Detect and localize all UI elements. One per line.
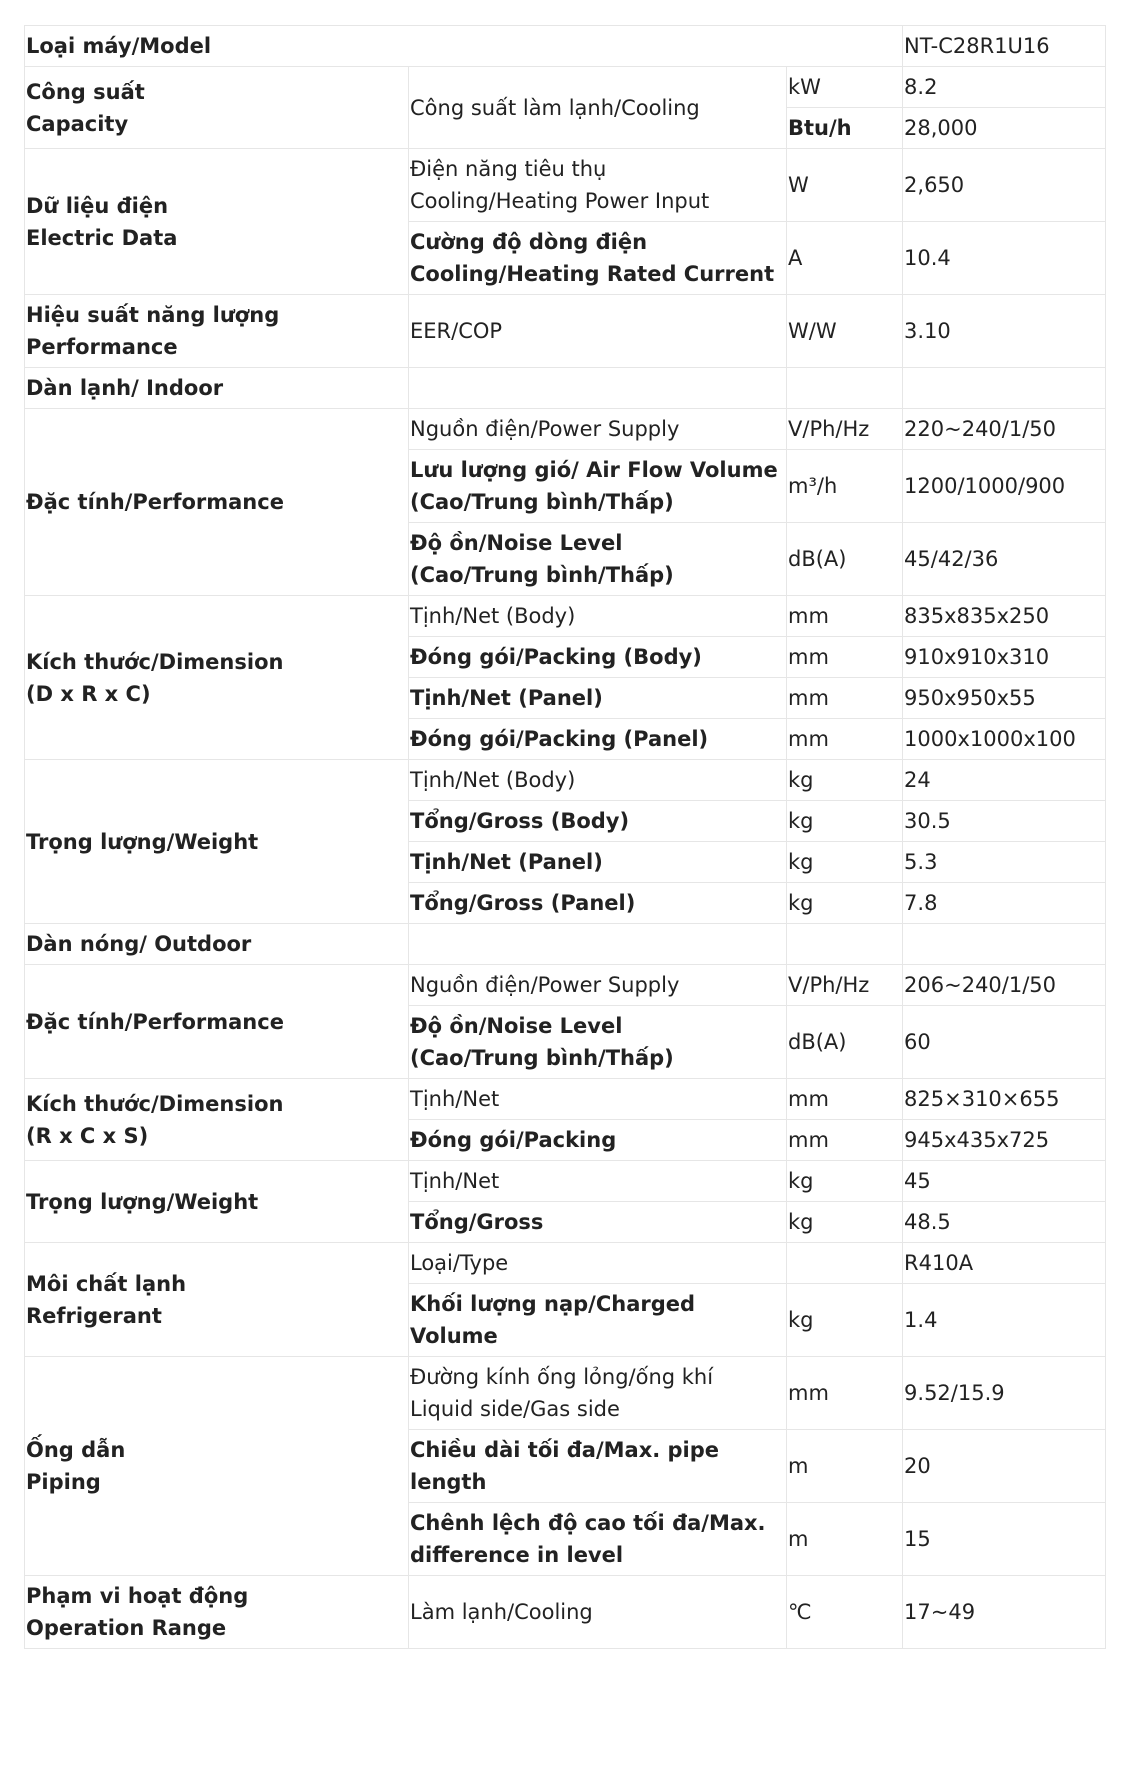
table-cell: 20 [903,1430,1106,1503]
table-row [25,368,1106,409]
table-cell: Nguồn điện/Power Supply [409,409,787,450]
table-cell: W/W [787,295,903,368]
table-cell: Đóng gói/Packing [409,1120,787,1161]
table-cell: 45 [903,1161,1106,1202]
table-cell: 1200/1000/900 [903,450,1106,523]
table-cell: 45/42/36 [903,523,1106,596]
table-row [25,26,1106,67]
table-cell: 10.4 [903,222,1106,295]
table-cell: Loại/Type [409,1243,787,1284]
table-cell: Đặc tính/Performance [25,965,409,1079]
table-cell: kg [787,760,903,801]
table-cell: Độ ồn/Noise Level (Cao/Trung bình/Thấp) [409,523,787,596]
table-cell: Khối lượng nạp/Charged Volume [409,1284,787,1357]
table-cell: kg [787,801,903,842]
table-cell: Công suất Capacity [25,67,409,149]
table-cell: V/Ph/Hz [787,965,903,1006]
table-cell: m [787,1503,903,1576]
table-cell: Chiều dài tối đa/Max. pipe length [409,1430,787,1503]
table-cell: kg [787,842,903,883]
table-cell: Tịnh/Net [409,1079,787,1120]
table-cell: Công suất làm lạnh/Cooling [409,67,787,149]
table-cell: mm [787,719,903,760]
table-cell: W [787,149,903,222]
table-cell: 220~240/1/50 [903,409,1106,450]
table-row [25,924,1106,965]
table-cell: Môi chất lạnh Refrigerant [25,1243,409,1357]
table-cell: 910x910x310 [903,637,1106,678]
spec-table [24,25,1106,1649]
table-cell: 835x835x250 [903,596,1106,637]
table-cell: 60 [903,1006,1106,1079]
table-cell: Tổng/Gross (Panel) [409,883,787,924]
table-cell [787,368,903,409]
table-cell: Điện năng tiêu thụ Cooling/Heating Power Input [409,149,787,222]
table-cell: kW [787,67,903,108]
table-cell: Đóng gói/Packing (Body) [409,637,787,678]
table-row [25,1576,1106,1649]
table-cell: 3.10 [903,295,1106,368]
table-cell: NT-C28R1U16 [903,26,1106,67]
table-cell: Tịnh/Net (Panel) [409,678,787,719]
table-cell: 825×310×655 [903,1079,1106,1120]
table-cell: Kích thước/Dimension (R x C x S) [25,1079,409,1161]
table-cell: 8.2 [903,67,1106,108]
table-cell: Dàn nóng/ Outdoor [25,924,409,965]
table-cell: 24 [903,760,1106,801]
table-cell: mm [787,1079,903,1120]
table-cell: Đặc tính/Performance [25,409,409,596]
table-cell: Dữ liệu điện Electric Data [25,149,409,295]
table-row [25,295,1106,368]
table-cell: ℃ [787,1576,903,1649]
table-cell [787,1243,903,1284]
table-cell: mm [787,678,903,719]
table-cell: kg [787,883,903,924]
table-cell: 945x435x725 [903,1120,1106,1161]
table-cell: Đóng gói/Packing (Panel) [409,719,787,760]
table-cell: mm [787,596,903,637]
table-row [25,409,1106,450]
table-cell: Nguồn điện/Power Supply [409,965,787,1006]
spec-table-body [25,26,1106,1649]
table-cell: Trọng lượng/Weight [25,760,409,924]
table-cell: Trọng lượng/Weight [25,1161,409,1243]
table-cell [903,924,1106,965]
table-cell: 950x950x55 [903,678,1106,719]
table-cell: R410A [903,1243,1106,1284]
table-cell: 2,650 [903,149,1106,222]
table-cell: A [787,222,903,295]
table-cell: Loại máy/Model [25,26,903,67]
table-row [25,1357,1106,1430]
table-cell: Tịnh/Net [409,1161,787,1202]
table-cell: 48.5 [903,1202,1106,1243]
table-cell: kg [787,1161,903,1202]
table-row [25,1079,1106,1120]
table-row [25,1161,1106,1202]
table-cell: dB(A) [787,523,903,596]
table-row [25,760,1106,801]
table-cell: Đường kính ống lỏng/ống khí Liquid side/Gas side [409,1357,787,1430]
table-cell: Ống dẫn Piping [25,1357,409,1576]
table-cell: kg [787,1284,903,1357]
table-cell: Tổng/Gross (Body) [409,801,787,842]
table-cell [787,924,903,965]
table-cell: Cường độ dòng điện Cooling/Heating Rated Current [409,222,787,295]
table-cell: m³/h [787,450,903,523]
table-cell: V/Ph/Hz [787,409,903,450]
table-cell: mm [787,1120,903,1161]
table-cell: 15 [903,1503,1106,1576]
table-cell [409,368,787,409]
table-cell: 1.4 [903,1284,1106,1357]
table-cell: Phạm vi hoạt động Operation Range [25,1576,409,1649]
table-row [25,67,1106,108]
table-row [25,965,1106,1006]
table-row [25,149,1106,222]
table-cell: 9.52/15.9 [903,1357,1106,1430]
table-cell: Tịnh/Net (Panel) [409,842,787,883]
table-cell: 5.3 [903,842,1106,883]
table-cell: 30.5 [903,801,1106,842]
table-cell: mm [787,637,903,678]
table-cell: 17~49 [903,1576,1106,1649]
table-cell: EER/COP [409,295,787,368]
table-cell: Kích thước/Dimension (D x R x C) [25,596,409,760]
table-cell: 206~240/1/50 [903,965,1106,1006]
table-cell: Chênh lệch độ cao tối đa/Max. difference in level [409,1503,787,1576]
table-cell: m [787,1430,903,1503]
table-row [25,596,1106,637]
table-cell: Lưu lượng gió/ Air Flow Volume (Cao/Trung bình/Thấp) [409,450,787,523]
table-cell: Độ ồn/Noise Level (Cao/Trung bình/Thấp) [409,1006,787,1079]
table-cell: Btu/h [787,108,903,149]
table-cell [903,368,1106,409]
table-cell: Tổng/Gross [409,1202,787,1243]
table-cell: 1000x1000x100 [903,719,1106,760]
table-cell: kg [787,1202,903,1243]
table-cell: Tịnh/Net (Body) [409,596,787,637]
table-cell: Làm lạnh/Cooling [409,1576,787,1649]
table-cell: mm [787,1357,903,1430]
table-cell: dB(A) [787,1006,903,1079]
table-cell [409,924,787,965]
table-cell: Dàn lạnh/ Indoor [25,368,409,409]
table-cell: 28,000 [903,108,1106,149]
table-row [25,1243,1106,1284]
table-cell: Tịnh/Net (Body) [409,760,787,801]
table-cell: Hiệu suất năng lượng Performance [25,295,409,368]
table-cell: 7.8 [903,883,1106,924]
